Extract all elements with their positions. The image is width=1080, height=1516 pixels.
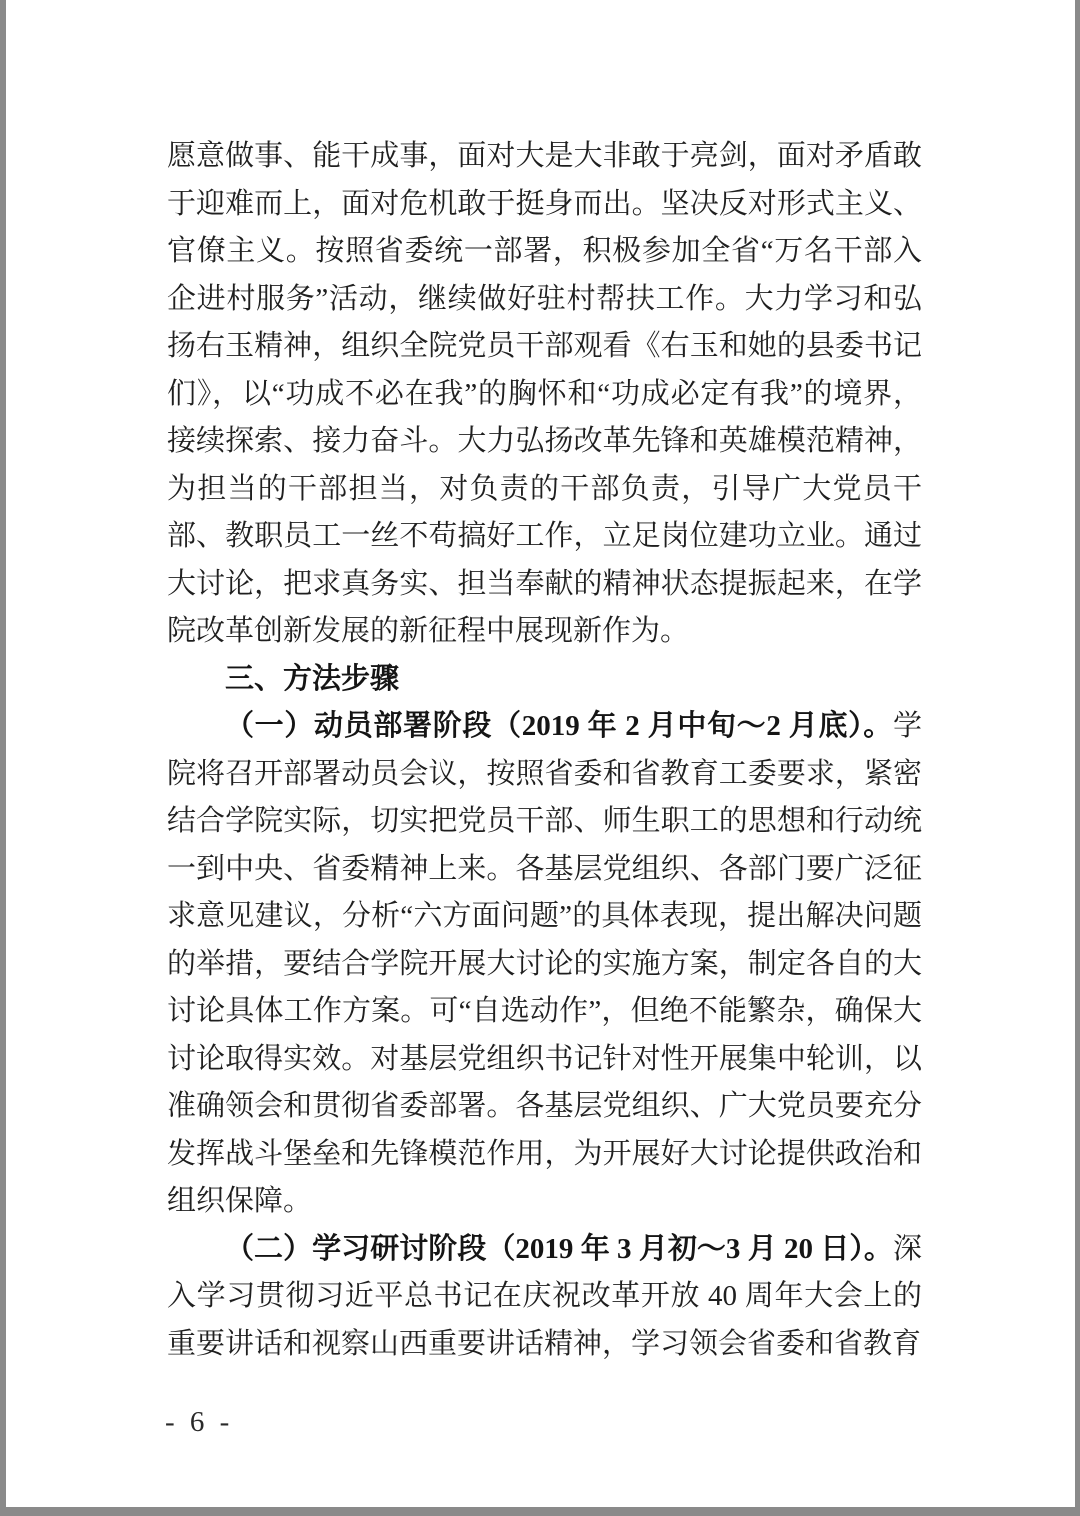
page-content bbox=[167, 133, 922, 1368]
paragraph-stage-2-lead: （二）学习研讨阶段（2019 年 3 月初～3 月 20 日）。 bbox=[225, 1232, 893, 1265]
scan-edge-left bbox=[0, 0, 6, 1516]
paragraph-continuation: 愿意做事、能干成事，面对大是大非敢于亮剑，面对矛盾敢于迎难而上，面对危机敢于挺身而出。坚决反对形式主义、官僚主义。按照省委统一部署，积极参加全省“万名干部入企进村服务”活动，继续做好驻村帮扶工作。大力学习和弘扬右玉精神，组织全院党员干部观看《右玉和她的县委书记们》，以“功成不必在我”的胸怀和“功成必定有我”的境界，接续探索、接力奋斗。大力弘扬改革先锋和英雄模范精神，为担当的干部担当，对负责的干部负责，引导广大党员干部、教职员工一丝不苟搞好工作，立足岗位建功立业。通过大讨论，把求真务实、担当奉献的精神状态提振起来，在学院改革创新发展的新征程中展现新作为。 bbox=[167, 140, 922, 647]
scan-edge-right bbox=[1075, 0, 1080, 1516]
scan-edge-bottom bbox=[0, 1507, 1080, 1516]
paragraph-stage-2-body: 深入学习贯彻习近平总书记在庆祝改革开放 40 周年大会上的重要讲话和视察山西重要讲话精神，学习领会省委和省教育 bbox=[167, 1232, 922, 1360]
paragraph-stage-1-lead: （一）动员部署阶段（2019 年 2 月中旬～2 月底）。 bbox=[225, 710, 893, 742]
paragraph-stage-1 bbox=[167, 703, 922, 1226]
paragraph-stage-2 bbox=[167, 1226, 922, 1369]
section-heading: 三、方法步骤 bbox=[225, 662, 400, 695]
page-number: - 6 - bbox=[165, 1406, 234, 1438]
paragraph-stage-1-body: 学院将召开部署动员会议，按照省委和省教育工委要求，紧密结合学院实际，切实把党员干部、师生职工的思想和行动统一到中央、省委精神上来。各基层党组织、各部门要广泛征求意见建议，分析“六方面问题”的具体表现，提出解决问题的举措，要结合学院开展大讨论的实施方案，制定各自的大讨论具体工作方案。可“自选动作”，但绝不能繁杂，确保大讨论取得实效。对基层党组织书记针对性开展集中轮训，以准确领会和贯彻省委部署。各基层党组织、广大党员要充分发挥战斗堡垒和先锋模范作用，为开展好大讨论提供政治和组织保障。 bbox=[167, 710, 922, 1217]
